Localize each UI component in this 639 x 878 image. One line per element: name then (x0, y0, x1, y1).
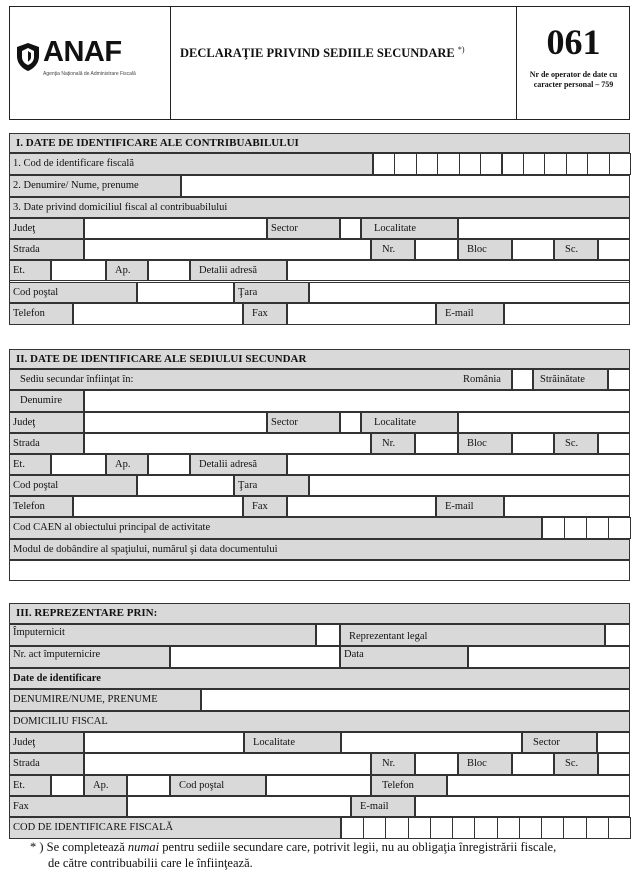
et-label: Et. (9, 260, 51, 281)
et-input[interactable] (51, 260, 106, 281)
section3-title: III. REPREZENTARE PRIN: (9, 603, 630, 624)
space-label: Modul de dobândire al spaţiului, numărul şi data documentului (9, 539, 630, 560)
detalii-label-2: Detalii adresă (190, 454, 287, 475)
cod-postal-input-3[interactable] (266, 775, 371, 796)
form-title-text: DECLARAŢIE PRIVIND SEDIILE SECUNDARE (180, 46, 455, 61)
form-number: 061 (546, 22, 601, 62)
nr-label-2: Nr. (371, 433, 415, 454)
cif-digit-box-10[interactable] (566, 153, 588, 175)
ap-label: Ap. (106, 260, 148, 281)
denumire-input[interactable] (84, 390, 630, 412)
et-input-2[interactable] (51, 454, 106, 475)
tara-input-2[interactable] (309, 475, 630, 496)
sc-label: Sc. (554, 239, 598, 260)
date-identificare-label: Date de identificare (9, 668, 630, 689)
tara-label: Ţara (234, 282, 309, 303)
cif-label: 1. Cod de identificare fiscală (9, 153, 373, 175)
founded-label: Sediu secundar înfiinţat în: (9, 369, 512, 390)
ap-input-2[interactable] (148, 454, 190, 475)
data-input[interactable] (468, 646, 630, 668)
cif-digit-box-6[interactable] (480, 153, 502, 175)
ap-input-3[interactable] (127, 775, 170, 796)
cif-digit-box-3-12[interactable] (586, 817, 609, 839)
fax-label-3: Fax (9, 796, 127, 817)
footnote-line-1 (30, 840, 556, 854)
localitate-input-2[interactable] (458, 412, 630, 433)
form-title-mark: *) (457, 45, 465, 54)
nr-act-input[interactable] (170, 646, 340, 668)
tara-input[interactable] (309, 282, 630, 303)
telefon-input-3[interactable] (447, 775, 630, 796)
cod-postal-label-3: Cod poştal (170, 775, 266, 796)
telefon-label: Telefon (9, 303, 73, 325)
bloc-label: Bloc (458, 239, 512, 260)
reprezentant-label: Reprezentant legal (340, 624, 605, 646)
abroad-label: Străinătate (533, 369, 608, 390)
email-input-3[interactable] (415, 796, 630, 817)
cif-digit-box-3-2[interactable] (363, 817, 386, 839)
email-label: E-mail (436, 303, 504, 325)
cod-postal-label-2: Cod poştal (9, 475, 137, 496)
et-label-3: Et. (9, 775, 51, 796)
cif-digit-box-7[interactable] (502, 153, 524, 175)
abroad-checkbox[interactable] (608, 369, 630, 390)
footnote-emphasis: numai (127, 840, 160, 854)
nr-input-3[interactable] (415, 753, 458, 775)
sc-label-3: Sc. (554, 753, 598, 775)
judet-label: Judeţ (9, 218, 84, 239)
et-label-2: Et. (9, 454, 51, 475)
localitate-label: Localitate (361, 218, 458, 239)
romania-label: România (463, 374, 501, 385)
denumire-nume-label: DENUMIRE/NUME, PRENUME (9, 689, 201, 711)
caen-label: Cod CAEN al obiectului principal de activitate (9, 517, 542, 539)
strada-label-3: Strada (9, 753, 84, 775)
email-input[interactable] (504, 303, 630, 325)
sector-input-2[interactable] (340, 412, 361, 433)
cod-postal-input-2[interactable] (137, 475, 234, 496)
name-label: 2. Denumire/ Nume, prenume (9, 175, 181, 197)
caen-digit-box-1[interactable] (542, 517, 565, 539)
footnote-line-2: de către contribuabilii care le înfiinţează. (48, 856, 253, 870)
cif-digit-box-1[interactable] (373, 153, 395, 175)
sc-input-3[interactable] (598, 753, 630, 775)
cif-digit-box-11[interactable] (587, 153, 609, 175)
strada-input-2[interactable] (84, 433, 371, 454)
cod-postal-input[interactable] (137, 282, 234, 303)
caen-digit-box-3[interactable] (586, 517, 609, 539)
bloc-input-2[interactable] (512, 433, 554, 454)
fax-input-3[interactable] (127, 796, 351, 817)
telefon-input[interactable] (73, 303, 243, 325)
denumire-label: Denumire (9, 390, 84, 412)
section2-title: II. DATE DE IDENTIFICARE ALE SEDIULUI SECUNDAR (9, 349, 630, 369)
sc-input-2[interactable] (598, 433, 630, 454)
bloc-input[interactable] (512, 239, 554, 260)
fax-input-2[interactable] (287, 496, 436, 517)
localitate-input-3[interactable] (341, 732, 522, 753)
bloc-label-3: Bloc (458, 753, 512, 775)
footnote-text-a: Se completează (46, 840, 125, 854)
judet-input-2[interactable] (84, 412, 267, 433)
strada-input[interactable] (84, 239, 371, 260)
bloc-input-3[interactable] (512, 753, 554, 775)
nr-label: Nr. (371, 239, 415, 260)
anaf-logo (16, 36, 166, 80)
cif-digit-box-3-6[interactable] (452, 817, 475, 839)
nr-input-2[interactable] (415, 433, 458, 454)
strada-label-2: Strada (9, 433, 84, 454)
footnote-text-b: pentru sediile secundare care, potrivit legii, nu au obligaţia înregistrării fiscale, (162, 840, 557, 854)
sc-label-2: Sc. (554, 433, 598, 454)
cif-digit-box-8[interactable] (523, 153, 545, 175)
logo-text: ANAF (43, 36, 122, 68)
telefon-input-2[interactable] (73, 496, 243, 517)
imputernicit-checkbox[interactable] (316, 624, 340, 646)
header-divider-left (170, 6, 171, 120)
cif-label-3: COD DE IDENTIFICARE FISCALĂ (9, 817, 341, 839)
nr-label-3: Nr. (371, 753, 415, 775)
cif-digit-box-2[interactable] (394, 153, 416, 175)
logo-subtitle: Agenţia Naţională de Administrare Fiscală (43, 71, 136, 77)
fax-input[interactable] (287, 303, 436, 325)
fax-label: Fax (243, 303, 287, 325)
ap-label-3: Ap. (84, 775, 127, 796)
cif-digit-box-3[interactable] (416, 153, 438, 175)
domiciliu-label: DOMICILIU FISCAL (9, 711, 630, 732)
email-label-2: E-mail (436, 496, 504, 517)
judet-input[interactable] (84, 218, 267, 239)
cif-digit-box-12[interactable] (609, 153, 631, 175)
section1-title: I. DATE DE IDENTIFICARE ALE CONTRIBUABILULUI (9, 133, 630, 153)
footnote-star: * ) (30, 840, 44, 854)
sc-input[interactable] (598, 239, 630, 260)
telefon-label-3: Telefon (371, 775, 447, 796)
localitate-label-2: Localitate (361, 412, 458, 433)
cif-digit-box-9[interactable] (544, 153, 566, 175)
ap-label-2: Ap. (106, 454, 148, 475)
detalii-label: Detalii adresă (190, 260, 287, 281)
detalii-input[interactable] (287, 260, 630, 281)
space-input[interactable] (9, 560, 630, 581)
nr-input[interactable] (415, 239, 458, 260)
telefon-label-2: Telefon (9, 496, 73, 517)
cif-digit-box-3-11[interactable] (563, 817, 586, 839)
cif-digit-box-3-7[interactable] (474, 817, 497, 839)
data-label: Data (340, 646, 468, 668)
cif-digit-box-3-3[interactable] (385, 817, 408, 839)
strada-label: Strada (9, 239, 84, 260)
judet-input-3[interactable] (84, 732, 244, 753)
sector-label: Sector (267, 218, 340, 239)
bloc-label-2: Bloc (458, 433, 512, 454)
tara-label-2: Ţara (234, 475, 309, 496)
localitate-label-3: Localitate (244, 732, 341, 753)
cif-digit-box-3-5[interactable] (430, 817, 453, 839)
fax-label-2: Fax (243, 496, 287, 517)
cif-digit-box-3-8[interactable] (497, 817, 520, 839)
ap-input[interactable] (148, 260, 190, 281)
sector-label-2: Sector (267, 412, 340, 433)
detalii-input-2[interactable] (287, 454, 630, 475)
sector-input[interactable] (340, 218, 361, 239)
cod-postal-label: Cod poştal (9, 282, 137, 303)
form-title (180, 45, 510, 61)
cif-digit-box-5[interactable] (459, 153, 481, 175)
localitate-input[interactable] (458, 218, 630, 239)
domicile-label: 3. Date privind domiciliul fiscal al contribuabilului (9, 197, 630, 218)
cif-digit-box-3-10[interactable] (541, 817, 564, 839)
et-input-3[interactable] (51, 775, 84, 796)
cif-digit-box-3-9[interactable] (519, 817, 542, 839)
judet-label-3: Judeţ (9, 732, 84, 753)
sector-input-3[interactable] (597, 732, 630, 753)
reprezentant-checkbox[interactable] (605, 624, 630, 646)
caen-digit-box-4[interactable] (608, 517, 631, 539)
shield-icon (16, 42, 40, 72)
nr-act-label: Nr. act împuternicire (9, 646, 170, 668)
caen-digit-box-2[interactable] (564, 517, 587, 539)
email-input-2[interactable] (504, 496, 630, 517)
cif-digit-box-3-1[interactable] (341, 817, 364, 839)
operator-note: Nr de operator de date cu caracter personal – 759 (529, 70, 618, 89)
sector-label-3: Sector (522, 732, 597, 753)
cif-digit-box-4[interactable] (437, 153, 459, 175)
email-label-3: E-mail (351, 796, 415, 817)
strada-input-3[interactable] (84, 753, 371, 775)
cif-digit-box-3-4[interactable] (408, 817, 431, 839)
romania-checkbox[interactable] (512, 369, 533, 390)
imputernicit-label: Împuternicit (9, 624, 316, 646)
cif-digit-box-3-13[interactable] (608, 817, 631, 839)
name-input[interactable] (181, 175, 630, 197)
judet-label-2: Judeţ (9, 412, 84, 433)
denumire-nume-input[interactable] (201, 689, 630, 711)
